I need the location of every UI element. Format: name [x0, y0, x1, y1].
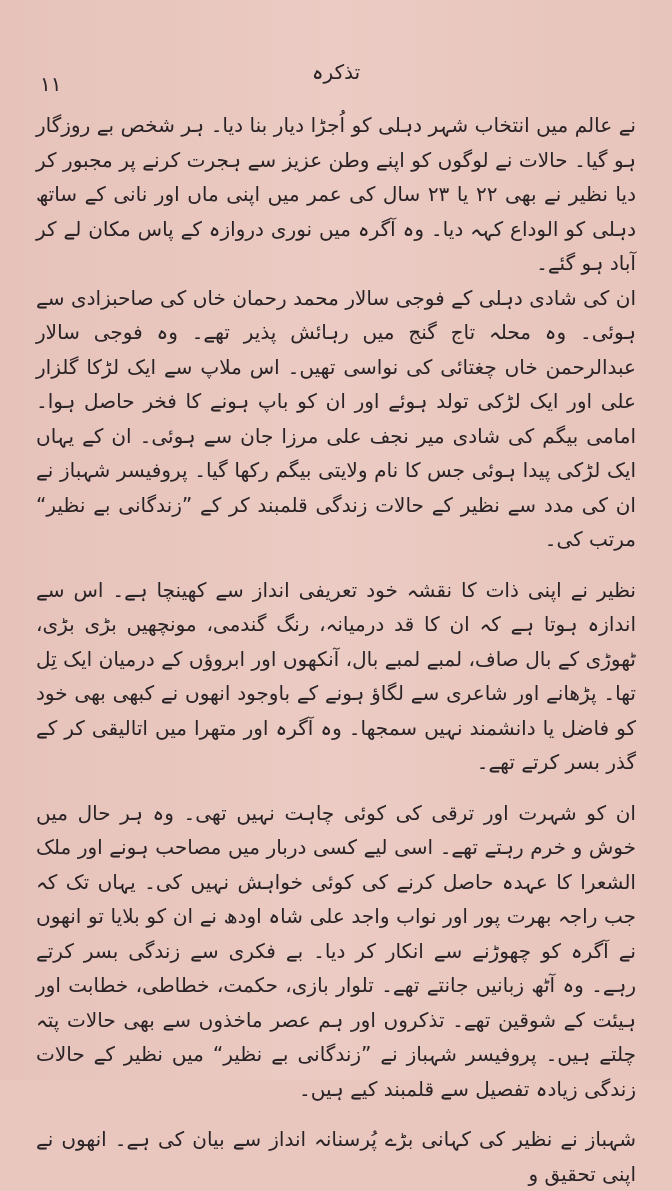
paragraph-3: نظیر نے اپنی ذات کا نقشہ خود تعریفی انداز سے کھینچا ہے۔ اس سے اندازہ ہوتا ہے کہ ان کا قد درمیانہ، رنگ گندمی، مونچھیں بڑی بڑی، ٹھوڑی کے بال صاف، لمبے لمبے بال، آنکھوں اور ابروؤں کے درمیان ایک تِل تھا۔ پڑھانے اور شاعری سے لگاؤ ہونے کے باوجود انھوں نے کبھی بھی خود کو فاضل یا دانشمند نہیں سمجھا۔ وہ آگرہ اور متھرا میں اتالیقی کر کے گذر بسر کرتے تھے۔ [36, 577, 636, 774]
page-header [40, 60, 632, 100]
paragraph-4: ان کو شہرت اور ترقی کی کوئی چاہت نہیں تھی۔ وہ ہر حال میں خوش و خرم رہتے تھے۔ اسی لیے کسی دربار میں مصاحب ہونے اور ملک الشعرا کا عہدہ حاصل کرنے کی کوئی خواہش نہیں کی۔ یہاں تک کہ جب راجہ بھرت پور اور نواب واجد علی شاہ اودھ نے ان کو بلایا تو انھوں نے آگرہ کو چھوڑنے سے انکار کر دیا۔ بے فکری سے زندگی بسر کرتے رہے۔ وہ آٹھ زبانیں جانتے تھے۔ تلوار بازی، حکمت، خطاطی، خطابت اور ہیئت کے شوقین تھے۔ تذکروں اور ہم عصر ماخذوں سے بھی حالات پتہ چلتے ہیں۔ پروفیسر شہباز نے ”زندگانی بے نظیر“ میں نظیر کے حالات زندگی زیادہ تفصیل سے قلمبند کیے ہیں۔ [36, 800, 637, 1101]
paragraph-5: شہباز نے نظیر کی کہانی بڑے پُرسنانہ انداز سے بیان کی ہے۔ انھوں نے اپنی تحقیق و [36, 1127, 636, 1186]
paragraph-1: نے عالم میں انتخاب شہر دہلی کو اُجڑا دیار بنا دیا۔ ہر شخص بے روزگار ہو گیا۔ حالات نے لوگوں کو اپنے وطن عزیز سے ہجرت کرنے پر مجبور کر دیا نظیر نے بھی ۲۲ یا ۲۳ سال کی عمر میں اپنی ماں اور نانی کے ساتھ دہلی کو الوداع کہہ دیا۔ وہ آگرہ میں نوری دروازہ کے پاس مکان لے کر آباد ہو گئے۔ [36, 113, 637, 275]
page-body [36, 108, 636, 1191]
page-number: ۱۱ [40, 72, 62, 96]
paragraph-2: ان کی شادی دہلی کے فوجی سالار محمد رحمان خاں کی صاحبزادی سے ہوئی۔ وہ محلہ تاج گنج میں رہائش پذیر تھے۔ وہ فوجی سالار عبدالرحمن خاں چغتائی کی نواسی تھیں۔ اس ملاپ سے ایک لڑکا گلزار علی اور ایک لڑکی تولد ہوئے اور ان کو باپ ہونے کا فخر حاصل ہوا۔ امامی بیگم کی شادی میر نجف علی مرزا جان سے ہوئی۔ ان کے یہاں ایک لڑکی پیدا ہوئی جس کا نام ولایتی بیگم رکھا گیا۔ پروفیسر شہباز نے ان کی مدد سے نظیر کے حالات زندگی قلمبند کر کے ”زندگانی بے نظیر“ مرتب کی۔ [36, 285, 636, 551]
running-title: تذکرہ [311, 60, 361, 84]
